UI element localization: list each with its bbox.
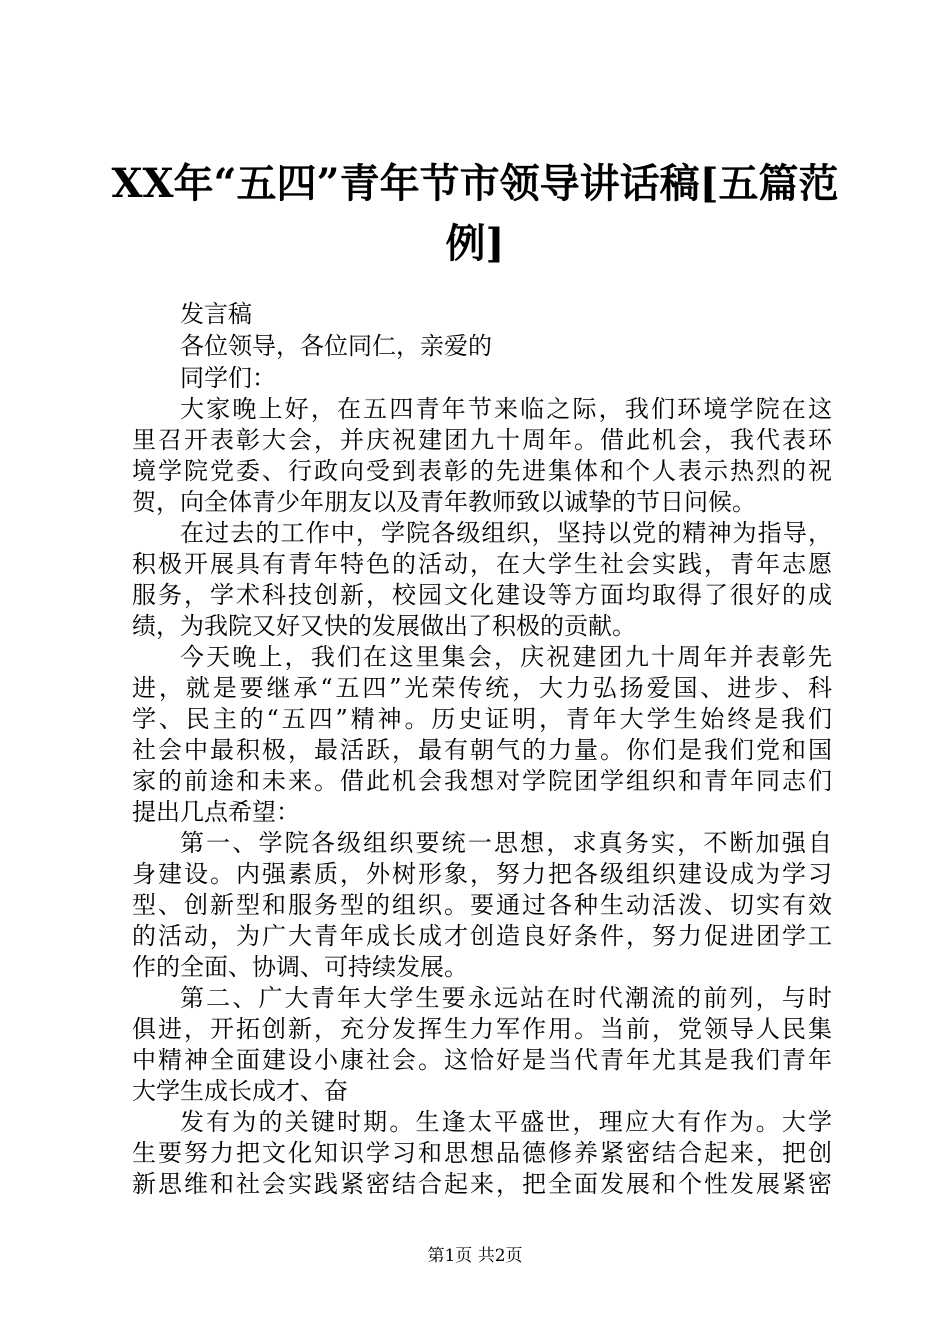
text-line: 俱进，开拓创新，充分发挥生力军作用。当前，党领导人民集	[132, 1015, 832, 1043]
text-line: 的活动，为广大青年成长成才创造良好条件，努力促进团学工	[132, 922, 832, 950]
page-footer: 第1页 共2页	[427, 1246, 523, 1266]
text-line: 社会中最积极，最活跃，最有朝气的力量。你们是我们党和国	[132, 736, 832, 764]
text-line: 里召开表彰大会，并庆祝建团九十周年。借此机会，我代表环	[132, 426, 832, 454]
text-line: 第一、学院各级组织要统一思想，求真务实，不断加强自	[180, 829, 832, 857]
text-line: 中精神全面建设小康社会。这恰好是当代青年尤其是我们青年	[132, 1046, 832, 1074]
text-line: 服务，学术科技创新，校园文化建设等方面均取得了很好的成	[132, 581, 832, 609]
text-line: 发有为的关键时期。生逢太平盛世，理应大有作为。大学	[180, 1108, 832, 1136]
text-line: 作的全面、协调、可持续发展。	[132, 953, 468, 981]
text-line: 进，就是要继承“五四”光荣传统，大力弘扬爱国、进步、科	[132, 674, 832, 702]
text-line: 今天晚上，我们在这里集会，庆祝建团九十周年并表彰先	[180, 643, 832, 671]
text-line: 学、民主的“五四”精神。历史证明，青年大学生始终是我们	[132, 705, 832, 733]
text-line: 同学们：	[180, 364, 276, 392]
text-line: 各位领导，各位同仁，亲爱的	[180, 332, 492, 360]
text-line: 贺，向全体青少年朋友以及青年教师致以诚挚的节日问候。	[132, 488, 756, 516]
text-line: 大家晚上好，在五四青年节来临之际，我们环境学院在这	[180, 395, 832, 423]
document-title-line-1: XX年“五四”青年节市领导讲话稿[五篇范	[111, 160, 839, 207]
text-line: 大学生成长成才、奋	[132, 1077, 348, 1105]
text-line: 提出几点希望：	[132, 798, 300, 826]
text-line: 绩，为我院又好又快的发展做出了积极的贡献。	[132, 612, 636, 640]
text-line: 生要努力把文化知识学习和思想品德修养紧密结合起来，把创	[132, 1139, 832, 1167]
text-line: 新思维和社会实践紧密结合起来，把全面发展和个性发展紧密	[132, 1170, 832, 1198]
text-line: 型、创新型和服务型的组织。要通过各种生动活泼、切实有效	[132, 891, 832, 919]
text-line: 身建设。内强素质，外树形象，努力把各级组织建设成为学习	[132, 860, 832, 888]
text-line: 发言稿	[180, 300, 252, 328]
document-title-line-2: 例]	[445, 220, 505, 267]
text-line: 境学院党委、行政向受到表彰的先进集体和个人表示热烈的祝	[132, 457, 832, 485]
text-line: 在过去的工作中，学院各级组织，坚持以党的精神为指导，	[180, 519, 832, 547]
text-line: 第二、广大青年大学生要永远站在时代潮流的前列，与时	[180, 984, 832, 1012]
text-line: 积极开展具有青年特色的活动，在大学生社会实践，青年志愿	[132, 550, 832, 578]
text-line: 家的前途和未来。借此机会我想对学院团学组织和青年同志们	[132, 767, 832, 795]
